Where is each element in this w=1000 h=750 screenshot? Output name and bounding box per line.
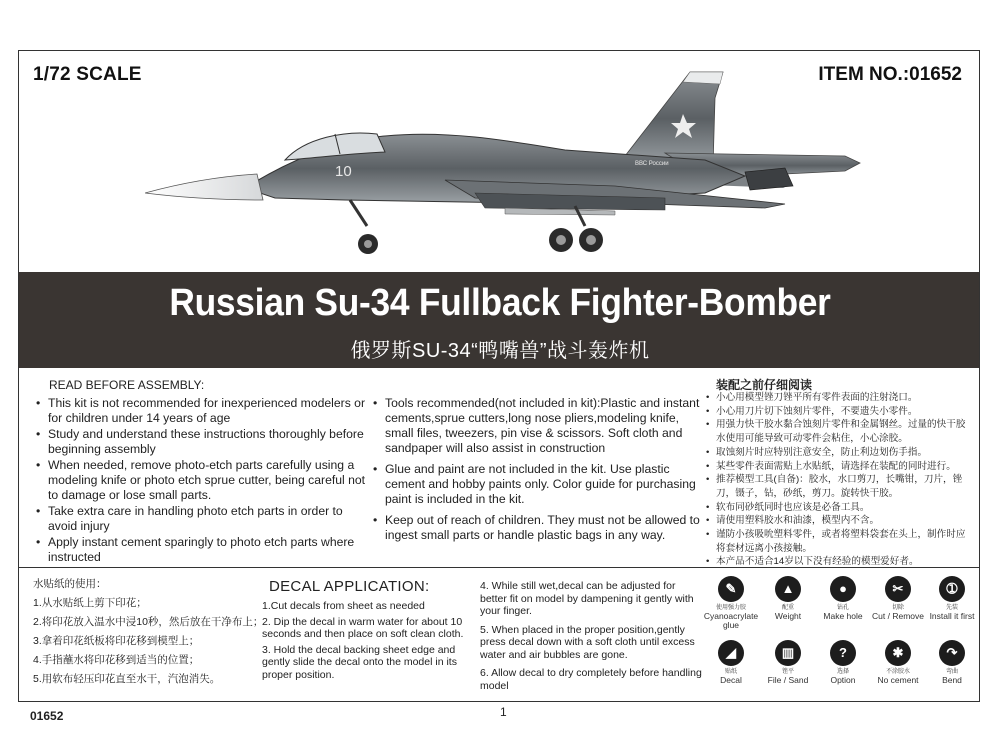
icon-legend-item: ? 选择 Option [815,640,871,685]
list-item: 4. While still wet,decal can be adjusted for better fit on model by dampening it gently with your finger. [480,580,694,617]
list-item: • 取蚀刻片时应特别注意安全，防止利边划伤手指。 [706,446,972,460]
list-item: 3.拿着印花纸板将印花移到模型上； [33,635,200,647]
side-number: 10 [335,163,352,180]
list-item: • Glue and paint are not included in the kit. Use plastic cement and hobby paints only. Color guide for purchasing paint is included in the kit. [373,462,708,507]
list-item: • 小心用模型锉刀锉平所有零件表面的注射浇口。 [706,391,972,405]
icon-legend-item: ▥ 锉平 File / Sand [760,640,816,685]
section-divider [19,567,979,568]
read-before-list-2 [373,396,708,549]
list-item: • Study and understand these instructions thoroughly before beginning assembly [36,427,366,457]
option-icon: ? [830,640,856,666]
make-hole-icon: ● [830,576,856,602]
icon-legend-item: ● 钻孔 Make hole [815,576,871,621]
list-item: • Take extra care in handling photo etch parts in order to avoid injury [36,504,366,534]
decal-steps-left [262,600,477,684]
list-item: 5. When placed in the proper position,gently press decal down with a soft cloth until excess water and air bubbles are gone. [480,623,695,661]
decal-cn-steps [33,594,263,689]
cut-remove-icon: ✂ [885,576,911,602]
icon-legend-item: ✎ 使用强力胶 Cyanoacrylate glue [703,576,759,630]
decal-cn-title: 水贴纸的使用： [33,578,107,590]
icon-legend-item: ↷ 弯曲 Bend [924,640,980,685]
icon-legend-item: ✂ 切除 Cut / Remove [870,576,926,621]
list-item: • 小心用刀片切下蚀刻片零件，不要遗失小零件。 [706,405,972,419]
list-item: • Keep out of reach of children. They must not be allowed to ingest small parts or handle plastic bags in any way. [373,513,708,543]
weight-icon: ▲ [775,576,801,602]
footer-item-number: 01652 [30,709,64,723]
decal-icon: ◢ [718,640,744,666]
decal-steps-right [480,580,702,698]
list-item: • 本产品不适合14岁以下没有经验的模型爱好者。 [706,555,972,569]
list-item: 3. Hold the decal backing sheet edge and gently slide the decal onto the model in its proper position. [262,643,457,681]
list-item: • 软布同砂纸同时也应该是必备工具。 [706,501,972,515]
read-before-list-1 [36,396,366,566]
decal-application-title: DECAL APPLICATION: [269,578,430,595]
list-item: 4.手指蘸水将印花移到适当的位置； [33,654,200,666]
symbol-legend [700,576,980,696]
icon-legend-item: ✱ 不涂胶水 No cement [870,640,926,685]
cn-notes-title: 装配之前仔细阅读 [716,378,813,392]
list-item: 1.从水贴纸上剪下印花； [33,597,147,609]
list-item: • 推荐模型工具(自备)：胶水，水口剪刀，长嘴钳，刀片，锉刀，镊子，钻，砂纸，剪刀。旋转快干胶。 [706,473,972,500]
icon-legend-item: ▲ 配重 Weight [760,576,816,621]
list-item: • This kit is not recommended for inexperienced modelers or for children under 14 years of age [36,396,366,426]
install-first-icon: ➀ [939,576,965,602]
no-cement-icon: ✱ [885,640,911,666]
icon-legend-item: ◢ 贴纸 Decal [703,640,759,685]
cn-notes-list [706,391,972,569]
list-item: • 谨防小孩吸吮塑料零件，或者将塑料袋套在头上，制作时应将套材远离小孩接触。 [706,528,972,555]
list-item: • 用强力快干胶水黏合蚀刻片零件和金属钢丝。过量的快干胶水使用可能导致可动零件会粘住，小心涂胶。 [706,418,972,445]
icon-legend-item: ➀ 先装 Install it first [924,576,980,621]
list-item: • When needed, remove photo-etch parts carefully using a modeling knife or photo etch sprue cutter, being careful not to damage or lose small parts. [36,458,366,503]
list-item: 6. Allow decal to dry completely before handling model [480,667,702,692]
bend-icon: ↷ [939,640,965,666]
list-item: 5.用软布轻压印花直至水干，汽泡消失。 [33,673,221,685]
title-english: Russian Su-34 Fullback Fighter-Bomber [169,282,831,324]
list-item: • 某些零件表面需贴上水贴纸，请选择在装配的同时进行。 [706,460,972,474]
cyanoacrylate-glue-icon: ✎ [718,576,744,602]
list-item: • Tools recommended(not included in kit):Plastic and instant cements,sprue cutters,long nose pliers,modeling knife, small files, tweezers, pin vise & scissors. Soft cloth and sandpaper will also assist in construction [373,396,708,456]
list-item: 2. Dip the decal in warm water for about 10 seconds and then place on soft clean cloth. [262,615,464,640]
nose-marking: ВВС России [635,161,669,167]
list-item: 2.将印花放入温水中浸10秒，然后放在干净布上； [33,616,264,628]
list-item: 1.Cut decals from sheet as needed [262,600,425,612]
su34-aircraft-illustration [145,68,865,263]
list-item: • 请使用塑料胶水和油漆，模型内不含。 [706,514,972,528]
scale-label: 1/72 SCALE [33,64,142,85]
list-item: • Apply instant cement sparingly to photo etch parts where instructed [36,535,366,565]
read-before-title: READ BEFORE ASSEMBLY: [49,378,205,392]
title-chinese: 俄罗斯SU-34“鸭嘴兽”战斗轰炸机 [350,340,650,362]
item-number: ITEM NO.:01652 [818,64,962,85]
file-sand-icon: ▥ [775,640,801,666]
page-number: 1 [500,705,507,719]
